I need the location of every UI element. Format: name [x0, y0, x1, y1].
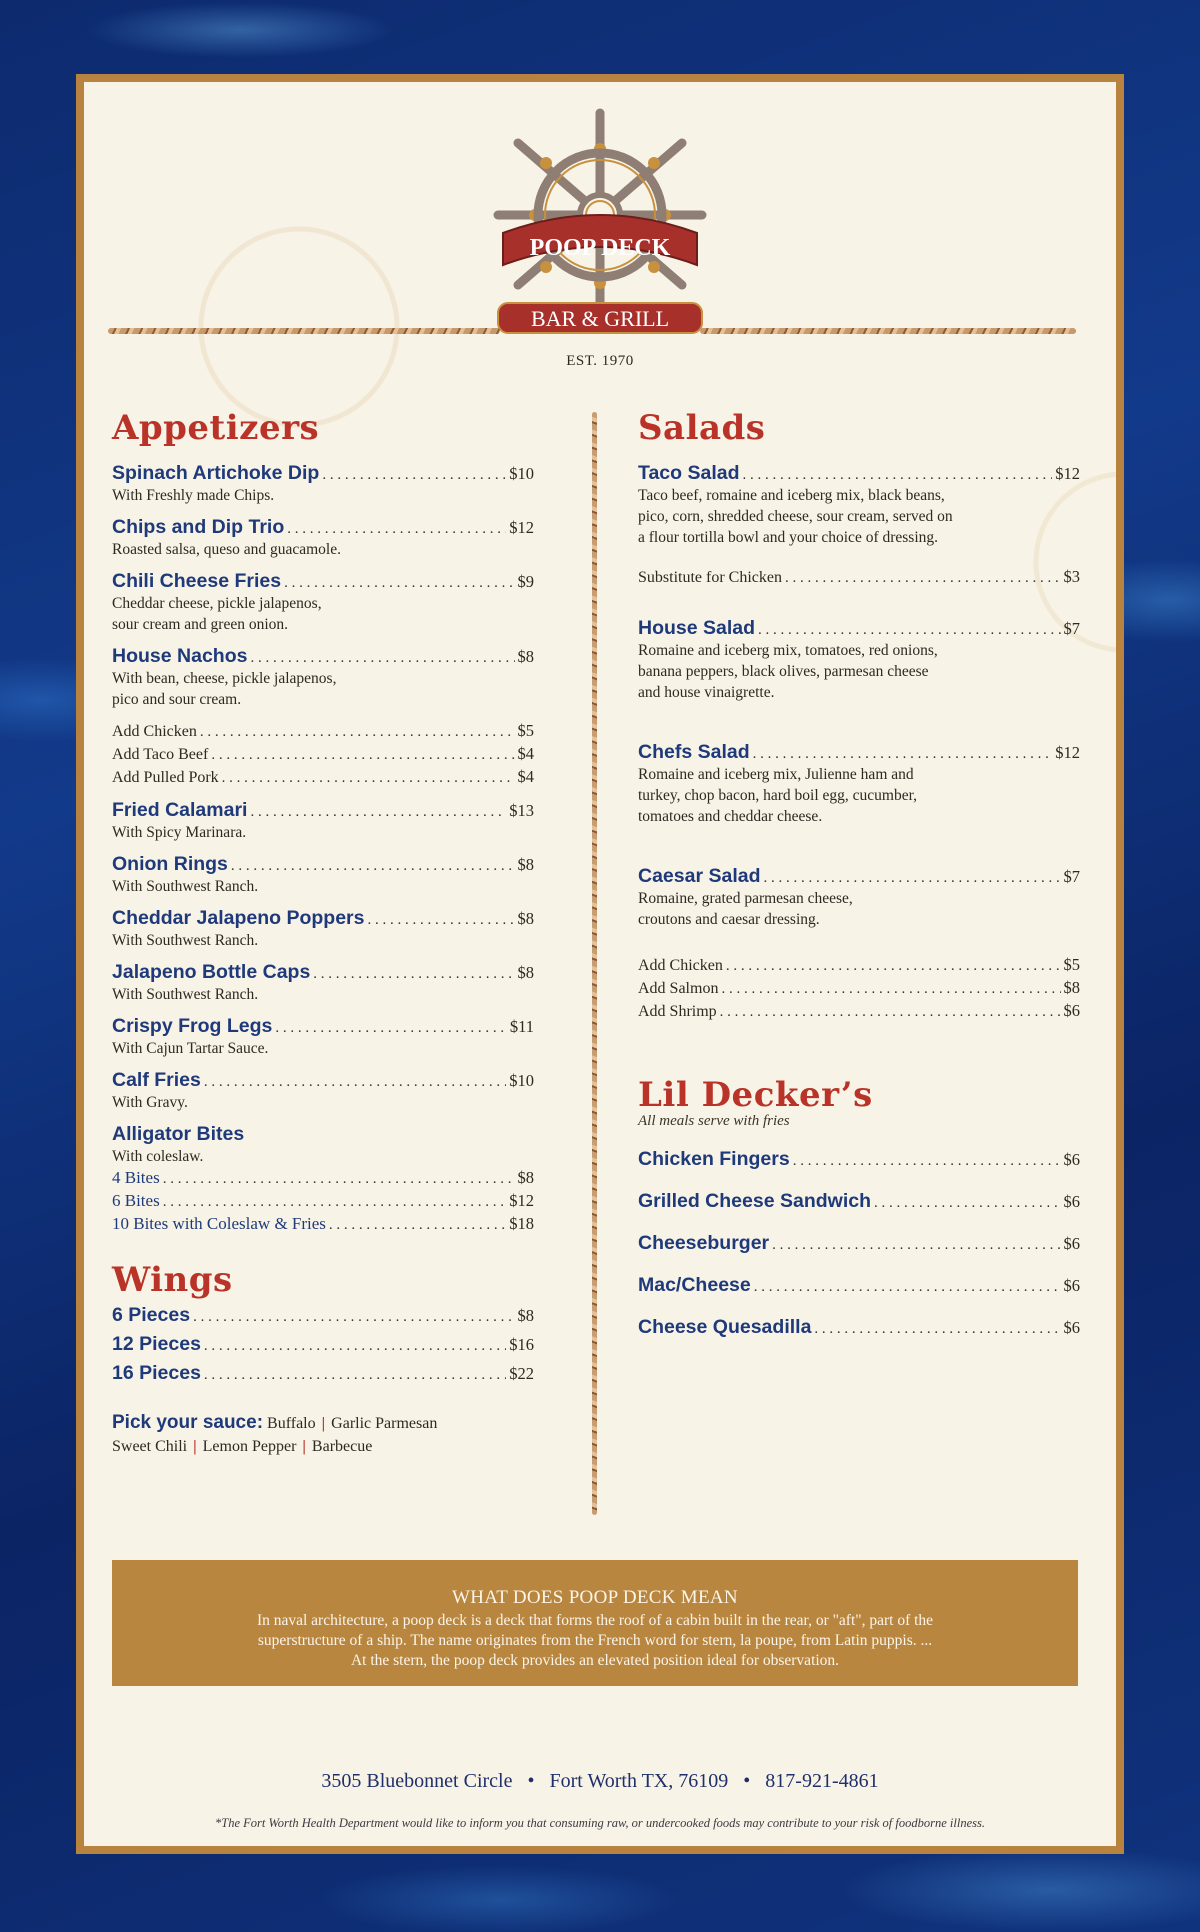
- menu-item: Cheese Quesadilla . . . $6: [638, 1316, 1080, 1339]
- logo-name: POOP DECK: [529, 235, 671, 261]
- menu-item: Mac/Cheese . . . $6: [638, 1274, 1080, 1297]
- menu-item: Chips and Dip Trio . . . $12 Roasted salsa, queso and guacamole.: [112, 516, 534, 560]
- addon-row: Add Chicken . . . $5: [112, 720, 534, 743]
- city: Fort Worth TX, 76109: [549, 1770, 729, 1792]
- menu-item: Cheddar Jalapeno Poppers . . . $8 With Southwest Ranch.: [112, 907, 534, 951]
- phone-number: 817-921-4861: [765, 1770, 879, 1792]
- established-year: EST. 1970: [566, 353, 634, 369]
- rope-divider-vertical: [592, 412, 597, 1515]
- sauce-options: Pick your sauce: Buffalo | Garlic Parmesan Sweet Chili | Lemon Pepper | Barbecue: [112, 1412, 438, 1455]
- right-column: [638, 408, 1080, 1339]
- street-address: 3505 Bluebonnet Circle: [321, 1770, 513, 1792]
- menu-item: Chefs Salad . . . $12 Romaine and iceberg mix, Julienne ham and turkey, chop bacon, hard boil egg, cucumber, tomatoes and cheddar cheese.: [638, 741, 1080, 827]
- menu-item: 16 Pieces . . . $22: [112, 1362, 534, 1385]
- poop-deck-meaning-box: [112, 1560, 1078, 1686]
- addons-list: [638, 954, 1080, 1023]
- addons-list: [112, 720, 534, 789]
- menu-item: House Nachos . . . $8 With bean, cheese, pickle jalapenos, pico and sour cream.: [112, 645, 534, 710]
- menu-item: Calf Fries . . . $10 With Gravy.: [112, 1069, 534, 1113]
- menu-item: Chili Cheese Fries . . . $9 Cheddar cheese, pickle jalapenos, sour cream and green onion.: [112, 570, 534, 635]
- addon-row: Add Shrimp . . . $6: [638, 1000, 1080, 1023]
- option-row: 6 Bites . . . $12: [112, 1190, 534, 1213]
- menu-item: Chicken Fingers . . . $6: [638, 1148, 1080, 1171]
- rope-divider-right: [700, 328, 1076, 334]
- info-body: In naval architecture, a poop deck is a deck that forms the roof of a cabin built in the rear, or "aft", part of the superstructure of a ship. The name originates from the French word for stern, la poupe, from Latin puppis. ... At the stern, the poop deck provides an elevated position ideal for observation.: [256, 1612, 934, 1669]
- menu-item: House Salad . . . $7 Romaine and iceberg mix, tomatoes, red onions, banana peppers, black olives, parmesan cheese and house vinaigrette.: [638, 617, 1080, 703]
- substitute-row: Substitute for Chicken . . . $3: [638, 566, 1080, 589]
- lil-deckers-subtitle: All meals serve with fries: [638, 1113, 790, 1129]
- menu-item: Caesar Salad . . . $7 Romaine, grated parmesan cheese, croutons and caesar dressing.: [638, 865, 1080, 930]
- menu-item: Fried Calamari . . . $13 With Spicy Marinara.: [112, 799, 534, 843]
- addon-row: Add Salmon . . . $8: [638, 977, 1080, 1000]
- menu-item: Onion Rings . . . $8 With Southwest Ranch.: [112, 853, 534, 897]
- rope-divider-left: [108, 328, 500, 334]
- menu-item: 6 Pieces . . . $8: [112, 1304, 534, 1327]
- address-line: 3505 Bluebonnet Circle • Fort Worth TX, 76109 • 817-921-4861: [321, 1770, 879, 1792]
- menu-item: Grilled Cheese Sandwich . . . $6: [638, 1190, 1080, 1213]
- menu-item: Taco Salad . . . $12 Taco beef, romaine and iceberg mix, black beans, pico, corn, shredded cheese, sour cream, served on a flour tortilla bowl and your choice of dressing.: [638, 462, 1080, 548]
- addon-row: Add Pulled Pork . . . $4: [112, 766, 534, 789]
- menu-item: Spinach Artichoke Dip . . . $10 With Freshly made Chips.: [112, 462, 534, 506]
- ships-wheel-logo: [488, 105, 712, 335]
- menu-item: 12 Pieces . . . $16: [112, 1333, 534, 1356]
- section-title-salads: Salads: [638, 408, 766, 448]
- section-title-appetizers: Appetizers: [112, 408, 320, 448]
- menu-item-alligator-bites: Alligator Bites With coleslaw. 4 Bites . . . $8 6 Bites . . . $12 10 Bites with Coleslaw & Fries . . . $18: [112, 1123, 534, 1236]
- option-row: 4 Bites . . . $8: [112, 1167, 534, 1190]
- menu-item: Crispy Frog Legs . . . $11 With Cajun Tartar Sauce.: [112, 1015, 534, 1059]
- addon-row: Add Taco Beef . . . $4: [112, 743, 534, 766]
- option-row: 10 Bites with Coleslaw & Fries . . . $18: [112, 1213, 534, 1236]
- left-column: [112, 408, 534, 1458]
- menu-item: Cheeseburger . . . $6: [638, 1232, 1080, 1255]
- menu-item: Jalapeno Bottle Caps . . . $8 With Southwest Ranch.: [112, 961, 534, 1005]
- health-notice: *The Fort Worth Health Department would like to inform you that consuming raw, or undercooked foods may contribute to your risk of foodborne illness.: [215, 1816, 985, 1830]
- section-title-lil-deckers: Lil Decker’s: [638, 1075, 873, 1115]
- info-title: WHAT DOES POOP DECK MEAN: [452, 1587, 738, 1608]
- section-title-wings: Wings: [112, 1260, 233, 1300]
- logo-subtitle: BAR & GRILL: [530, 306, 670, 331]
- addon-row: Add Chicken . . . $5: [638, 954, 1080, 977]
